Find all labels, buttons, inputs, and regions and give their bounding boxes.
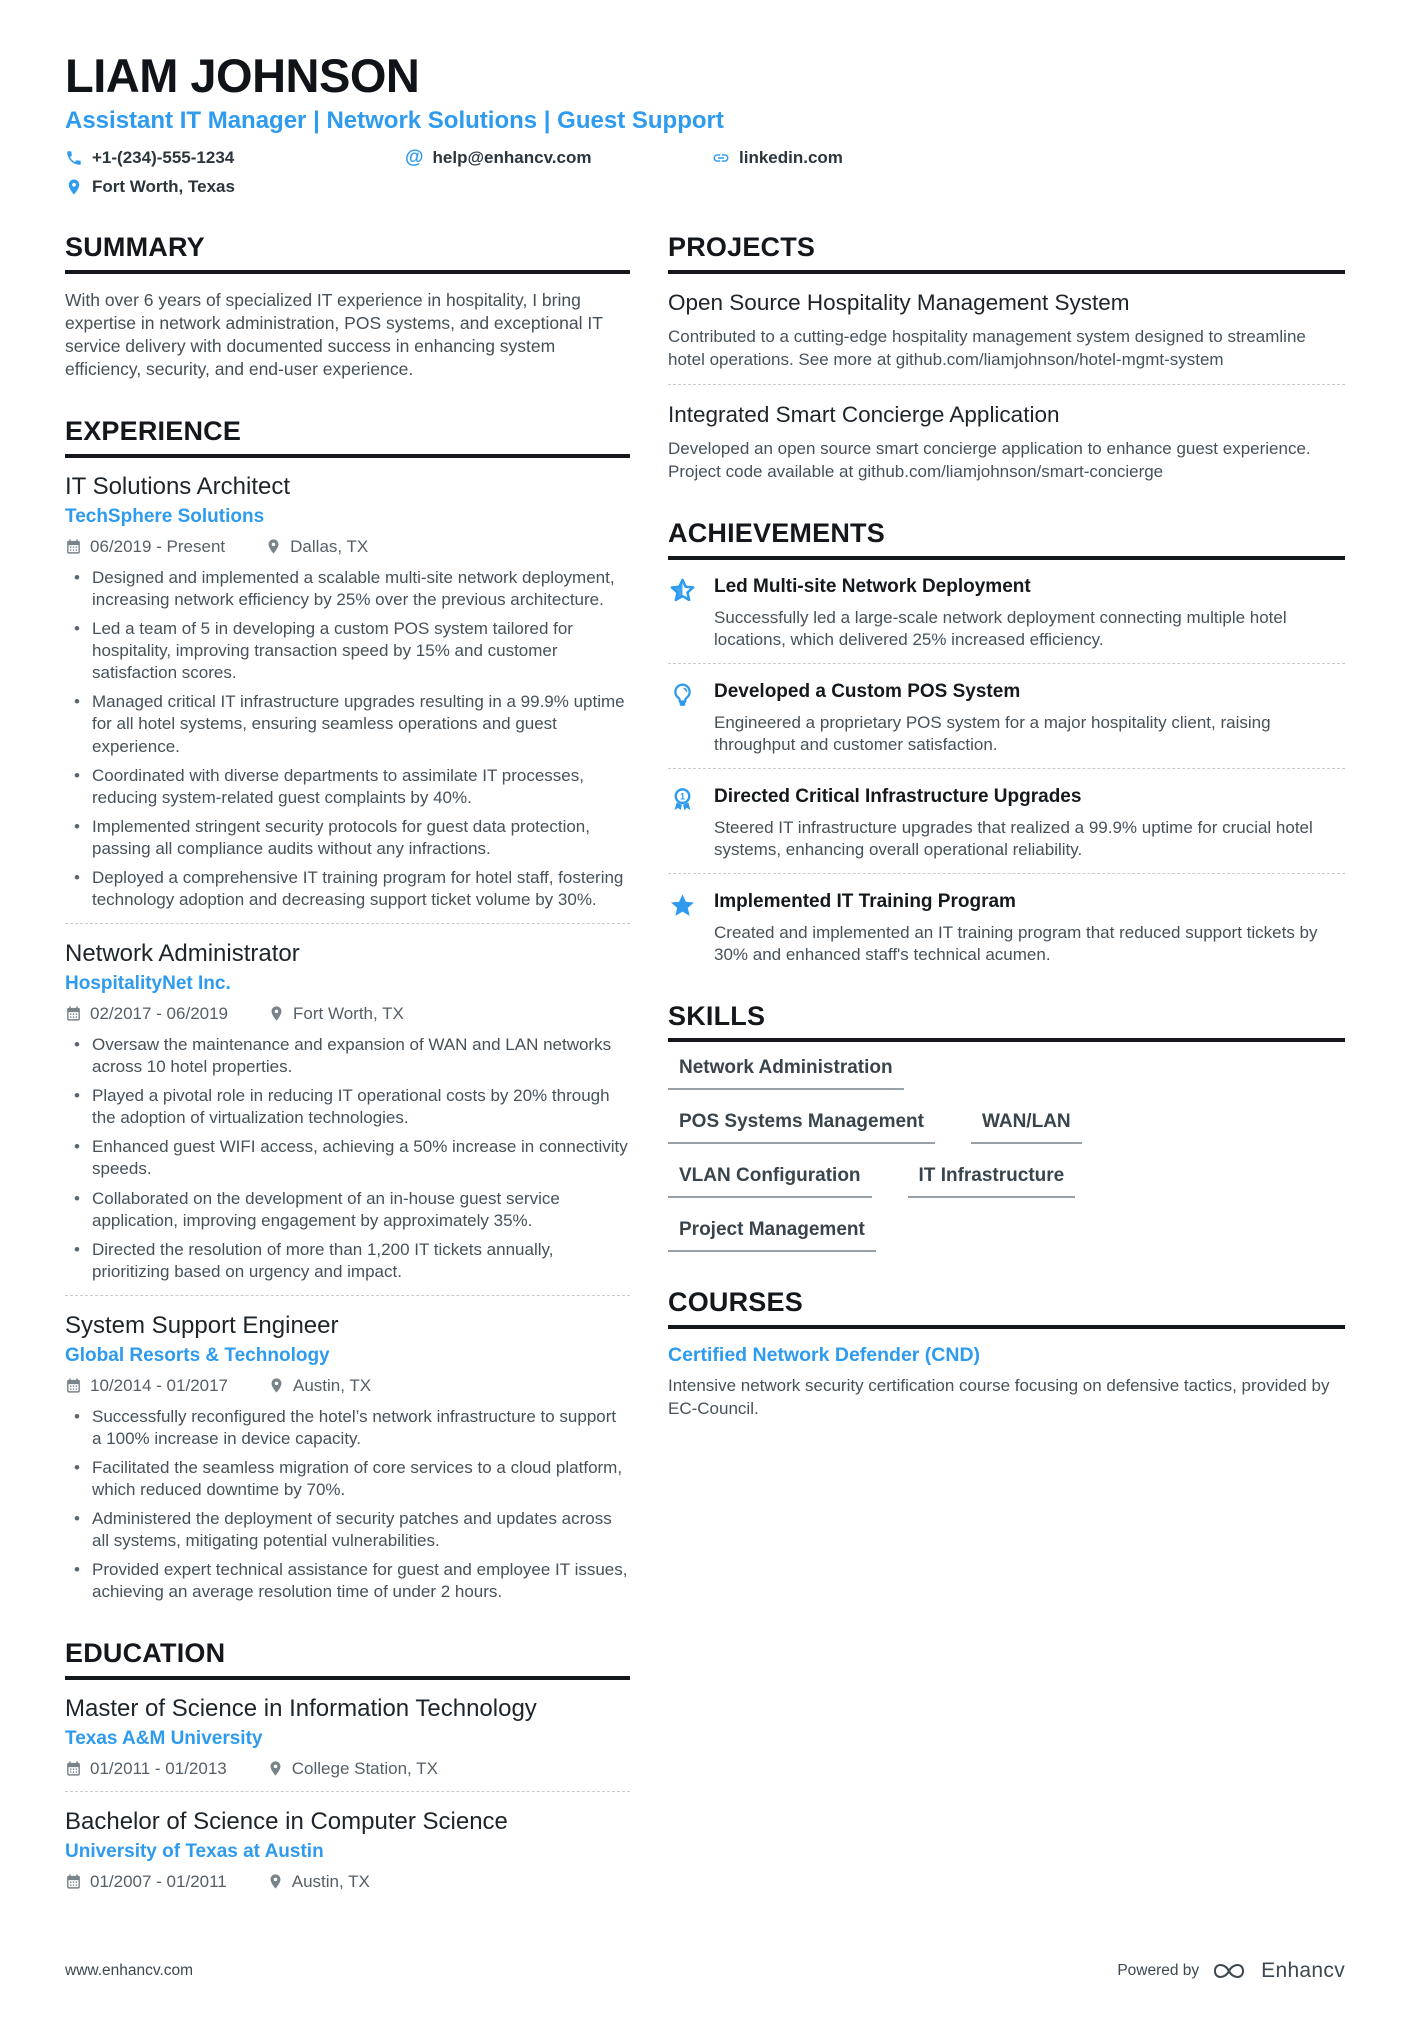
bullet: • Directed the resolution of more than 1,200 IT tickets annually, prioritizing based on urgency and impact. — [65, 1239, 630, 1283]
achievements-section — [668, 519, 1345, 965]
project-description: Developed an open source smart concierge application to enhance guest experience. Project code available at github.com/liamjohnson/smart-concierge — [668, 439, 1311, 481]
location-pin-icon — [268, 1377, 285, 1394]
bullet: • Administered the deployment of security patches and updates across all systems, mitigating potential vulnerabilities. — [65, 1508, 630, 1552]
achievement-body — [714, 575, 1345, 651]
achievement-description: Engineered a proprietary POS system for a major hospitality client, raising throughput and customer satisfaction. — [714, 712, 1271, 754]
footer — [65, 1928, 1345, 1984]
divider — [65, 1791, 630, 1792]
job-bullets — [65, 567, 630, 911]
education-entry — [65, 1808, 630, 1892]
divider — [668, 873, 1345, 874]
divider — [668, 384, 1345, 385]
location-row — [65, 177, 1345, 197]
skill-row — [668, 1111, 1345, 1144]
project-entry — [668, 401, 1345, 484]
person-name: LIAM JOHNSON — [65, 49, 420, 102]
email-address: help@enhancv.com — [432, 148, 592, 168]
achievement-body — [714, 890, 1345, 966]
skill-item: POS Systems Management — [668, 1111, 935, 1144]
calendar-icon — [65, 1873, 82, 1890]
location-item — [65, 177, 235, 197]
job-dates-text: 06/2019 - Present — [90, 536, 226, 556]
project-name: Integrated Smart Concierge Application — [668, 401, 1060, 427]
bullet: • Oversaw the maintenance and expansion of WAN and LAN networks across 10 hotel properties. — [65, 1034, 630, 1078]
bullet: • Implemented stringent security protocols for guest data protection, passing all compliance audits without any infractions. — [65, 816, 630, 860]
columns — [65, 233, 1345, 1927]
calendar-icon — [65, 1760, 82, 1777]
achievement-body — [714, 785, 1345, 861]
skills-section — [668, 1002, 1345, 1253]
education-dates — [65, 1759, 227, 1779]
bullet: • Successfully reconfigured the hotel’s network infrastructure to support a 100% increase in device capacity. — [65, 1406, 630, 1450]
job-location-text: Austin, TX — [293, 1375, 372, 1395]
job-company: HospitalityNet Inc. — [65, 972, 231, 994]
job-entry — [65, 473, 630, 911]
degree-title: Master of Science in Information Technology — [65, 1695, 537, 1723]
location-pin-icon — [268, 1005, 285, 1022]
calendar-icon — [65, 538, 82, 555]
courses-heading: COURSES — [668, 1288, 1345, 1329]
job-title: IT Solutions Architect — [65, 473, 290, 501]
lightbulb-icon — [668, 680, 698, 756]
experience-heading: EXPERIENCE — [65, 417, 630, 458]
medal-icon — [668, 785, 698, 861]
achievement-title: Developed a Custom POS System — [714, 680, 1021, 702]
skill-row — [668, 1165, 1345, 1198]
skill-item: WAN/LAN — [971, 1111, 1082, 1144]
project-name: Open Source Hospitality Management System — [668, 290, 1130, 316]
header — [65, 49, 1345, 197]
achievement-description: Steered IT infrastructure upgrades that realized a 99.9% uptime for crucial hotel systems, enhancing overall operational reliability. — [714, 817, 1313, 859]
job-meta — [65, 1004, 630, 1024]
job-dates — [65, 1004, 228, 1024]
star-filled-icon — [668, 890, 698, 966]
bullet: • Coordinated with diverse departments to assimilate IT processes, reducing system-related guest complaints by 40%. — [65, 765, 630, 809]
job-title: Network Administrator — [65, 940, 300, 968]
achievement-description: Successfully led a large-scale network deployment connecting multiple hotel locations, which delivered 25% increased efficiency. — [714, 607, 1287, 649]
bullet: • Designed and implemented a scalable multi-site network deployment, increasing network efficiency by 25% over the previous architecture. — [65, 567, 630, 611]
phone-number: +1-(234)-555-1234 — [92, 148, 235, 168]
experience-section — [65, 417, 630, 1603]
divider — [65, 1295, 630, 1296]
job-dates — [65, 537, 225, 557]
location-pin-icon — [65, 178, 83, 196]
bullet: • Provided expert technical assistance for guest and employee IT issues, achieving an average resolution time of under 2 hours. — [65, 1559, 630, 1603]
projects-heading: PROJECTS — [668, 233, 1345, 274]
job-company: TechSphere Solutions — [65, 505, 265, 527]
enhancv-brand-name: Enhancv — [1261, 1958, 1345, 1982]
education-location-text: College Station, TX — [291, 1758, 438, 1778]
job-bullets — [65, 1034, 630, 1283]
degree-title: Bachelor of Science in Computer Science — [65, 1807, 508, 1835]
svg-text:1: 1 — [679, 791, 686, 802]
job-location-text: Fort Worth, TX — [293, 1003, 404, 1023]
job-location — [268, 1004, 404, 1024]
bullet: • Collaborated on the development of an in-house guest service application, improving engagement by approximately 35%. — [65, 1188, 630, 1232]
skills-heading: SKILLS — [668, 1002, 1345, 1043]
education-heading: EDUCATION — [65, 1639, 630, 1680]
enhancv-logo-icon — [1210, 1958, 1250, 1984]
job-dates-text: 02/2017 - 06/2019 — [90, 1003, 229, 1023]
job-bullets — [65, 1406, 630, 1604]
bullet: • Managed critical IT infrastructure upgrades resulting in a 99.9% uptime for all hotel systems, ensuring seamless operations and guest experience. — [65, 691, 630, 757]
bullet: • Led a team of 5 in developing a custom POS system tailored for hospitality, improving transaction speed by 15% and customer satisfaction scores. — [65, 618, 630, 684]
job-title: System Support Engineer — [65, 1311, 339, 1339]
location-pin-icon — [265, 538, 282, 555]
achievement-title: Implemented IT Training Program — [714, 890, 1016, 912]
bullet: • Enhanced guest WIFI access, achieving a 50% increase in connectivity speeds. — [65, 1136, 630, 1180]
linkedin-link[interactable] — [712, 148, 843, 168]
phone-icon — [65, 149, 83, 167]
school-name: University of Texas at Austin — [65, 1840, 324, 1862]
calendar-icon — [65, 1005, 82, 1022]
enhancv-site-link[interactable]: www.enhancv.com — [65, 1961, 194, 1979]
education-section — [65, 1639, 630, 1891]
job-location — [268, 1376, 371, 1396]
bullet: • Facilitated the seamless migration of core services to a cloud platform, which reduced downtime by 70%. — [65, 1457, 630, 1501]
divider — [668, 663, 1345, 664]
course-title: Certified Network Defender (CND) — [668, 1344, 981, 1367]
education-meta — [65, 1872, 630, 1892]
education-location — [267, 1872, 370, 1892]
contact-row — [65, 148, 1345, 168]
link-icon — [712, 149, 730, 167]
achievement-entry — [668, 575, 1345, 651]
achievements-heading: ACHIEVEMENTS — [668, 519, 1345, 560]
job-location — [265, 537, 368, 557]
school-name: Texas A&M University — [65, 1727, 263, 1749]
achievement-body — [714, 680, 1345, 756]
skill-row — [668, 1219, 1345, 1252]
job-company: Global Resorts & Technology — [65, 1344, 330, 1366]
job-meta — [65, 1376, 630, 1396]
job-meta — [65, 537, 630, 557]
left-column — [65, 233, 630, 1927]
at-icon: @ — [405, 147, 424, 169]
headline: Assistant IT Manager | Network Solutions | Guest Support — [65, 106, 724, 134]
projects-section — [668, 233, 1345, 483]
star-outline-icon — [668, 575, 698, 651]
divider — [65, 923, 630, 924]
skill-item: VLAN Configuration — [668, 1165, 872, 1198]
job-entry — [65, 1312, 630, 1604]
project-description: Contributed to a cutting-edge hospitality management system designed to streamline hotel operations. See more at github.com/liamjohnson/hotel-mgmt-system — [668, 327, 1306, 370]
location-text: Fort Worth, Texas — [92, 177, 235, 197]
education-dates — [65, 1872, 227, 1892]
job-location-text: Dallas, TX — [290, 536, 369, 556]
location-pin-icon — [267, 1760, 284, 1777]
bullet: • Deployed a comprehensive IT training program for hotel staff, fostering technology adoption and decreasing support ticket volume by 30%. — [65, 867, 630, 911]
skill-row — [668, 1057, 1345, 1090]
project-entry — [668, 289, 1345, 372]
email-link[interactable] — [405, 148, 712, 168]
location-pin-icon — [267, 1873, 284, 1890]
divider — [668, 768, 1345, 769]
education-location — [267, 1759, 438, 1779]
education-meta — [65, 1759, 630, 1779]
achievement-description: Created and implemented an IT training program that reduced support tickets by 30% and enhanced staff's technical acumen. — [714, 922, 1318, 964]
courses-section — [668, 1288, 1345, 1420]
achievement-entry — [668, 785, 1345, 861]
summary-section — [65, 233, 630, 381]
achievement-title: Led Multi-site Network Deployment — [714, 576, 1031, 598]
summary-heading: SUMMARY — [65, 233, 630, 274]
bullet: • Played a pivotal role in reducing IT operational costs by 20% through the adoption of virtualization technologies. — [65, 1085, 630, 1129]
education-dates-text: 01/2007 - 01/2011 — [90, 1871, 227, 1891]
right-column — [668, 233, 1345, 1927]
job-dates-text: 10/2014 - 01/2017 — [90, 1375, 229, 1395]
powered-by — [1117, 1958, 1345, 1984]
skill-item: IT Infrastructure — [908, 1165, 1076, 1198]
course-description: Intensive network security certification course focusing on defensive tactics, provided by EC-Council. — [668, 1376, 1330, 1418]
achievement-entry — [668, 680, 1345, 756]
phone-link[interactable] — [65, 148, 405, 168]
education-location-text: Austin, TX — [291, 1871, 370, 1891]
linkedin-text: linkedin.com — [739, 148, 843, 168]
powered-by-label: Powered by — [1117, 1961, 1200, 1979]
summary-text: With over 6 years of specialized IT experience in hospitality, I bring expertise in network administration, POS systems, and exceptional IT service delivery with documented success in enhancing system efficiency, security, and end-user experience. — [65, 290, 603, 380]
job-dates — [65, 1376, 228, 1396]
education-dates-text: 01/2011 - 01/2013 — [90, 1758, 227, 1778]
achievement-title: Directed Critical Infrastructure Upgrades — [714, 785, 1082, 807]
education-entry — [65, 1695, 630, 1779]
job-entry — [65, 940, 630, 1283]
skill-item: Network Administration — [668, 1057, 904, 1090]
achievement-entry — [668, 890, 1345, 966]
calendar-icon — [65, 1377, 82, 1394]
course-entry — [668, 1344, 1345, 1420]
skill-item: Project Management — [668, 1219, 876, 1252]
